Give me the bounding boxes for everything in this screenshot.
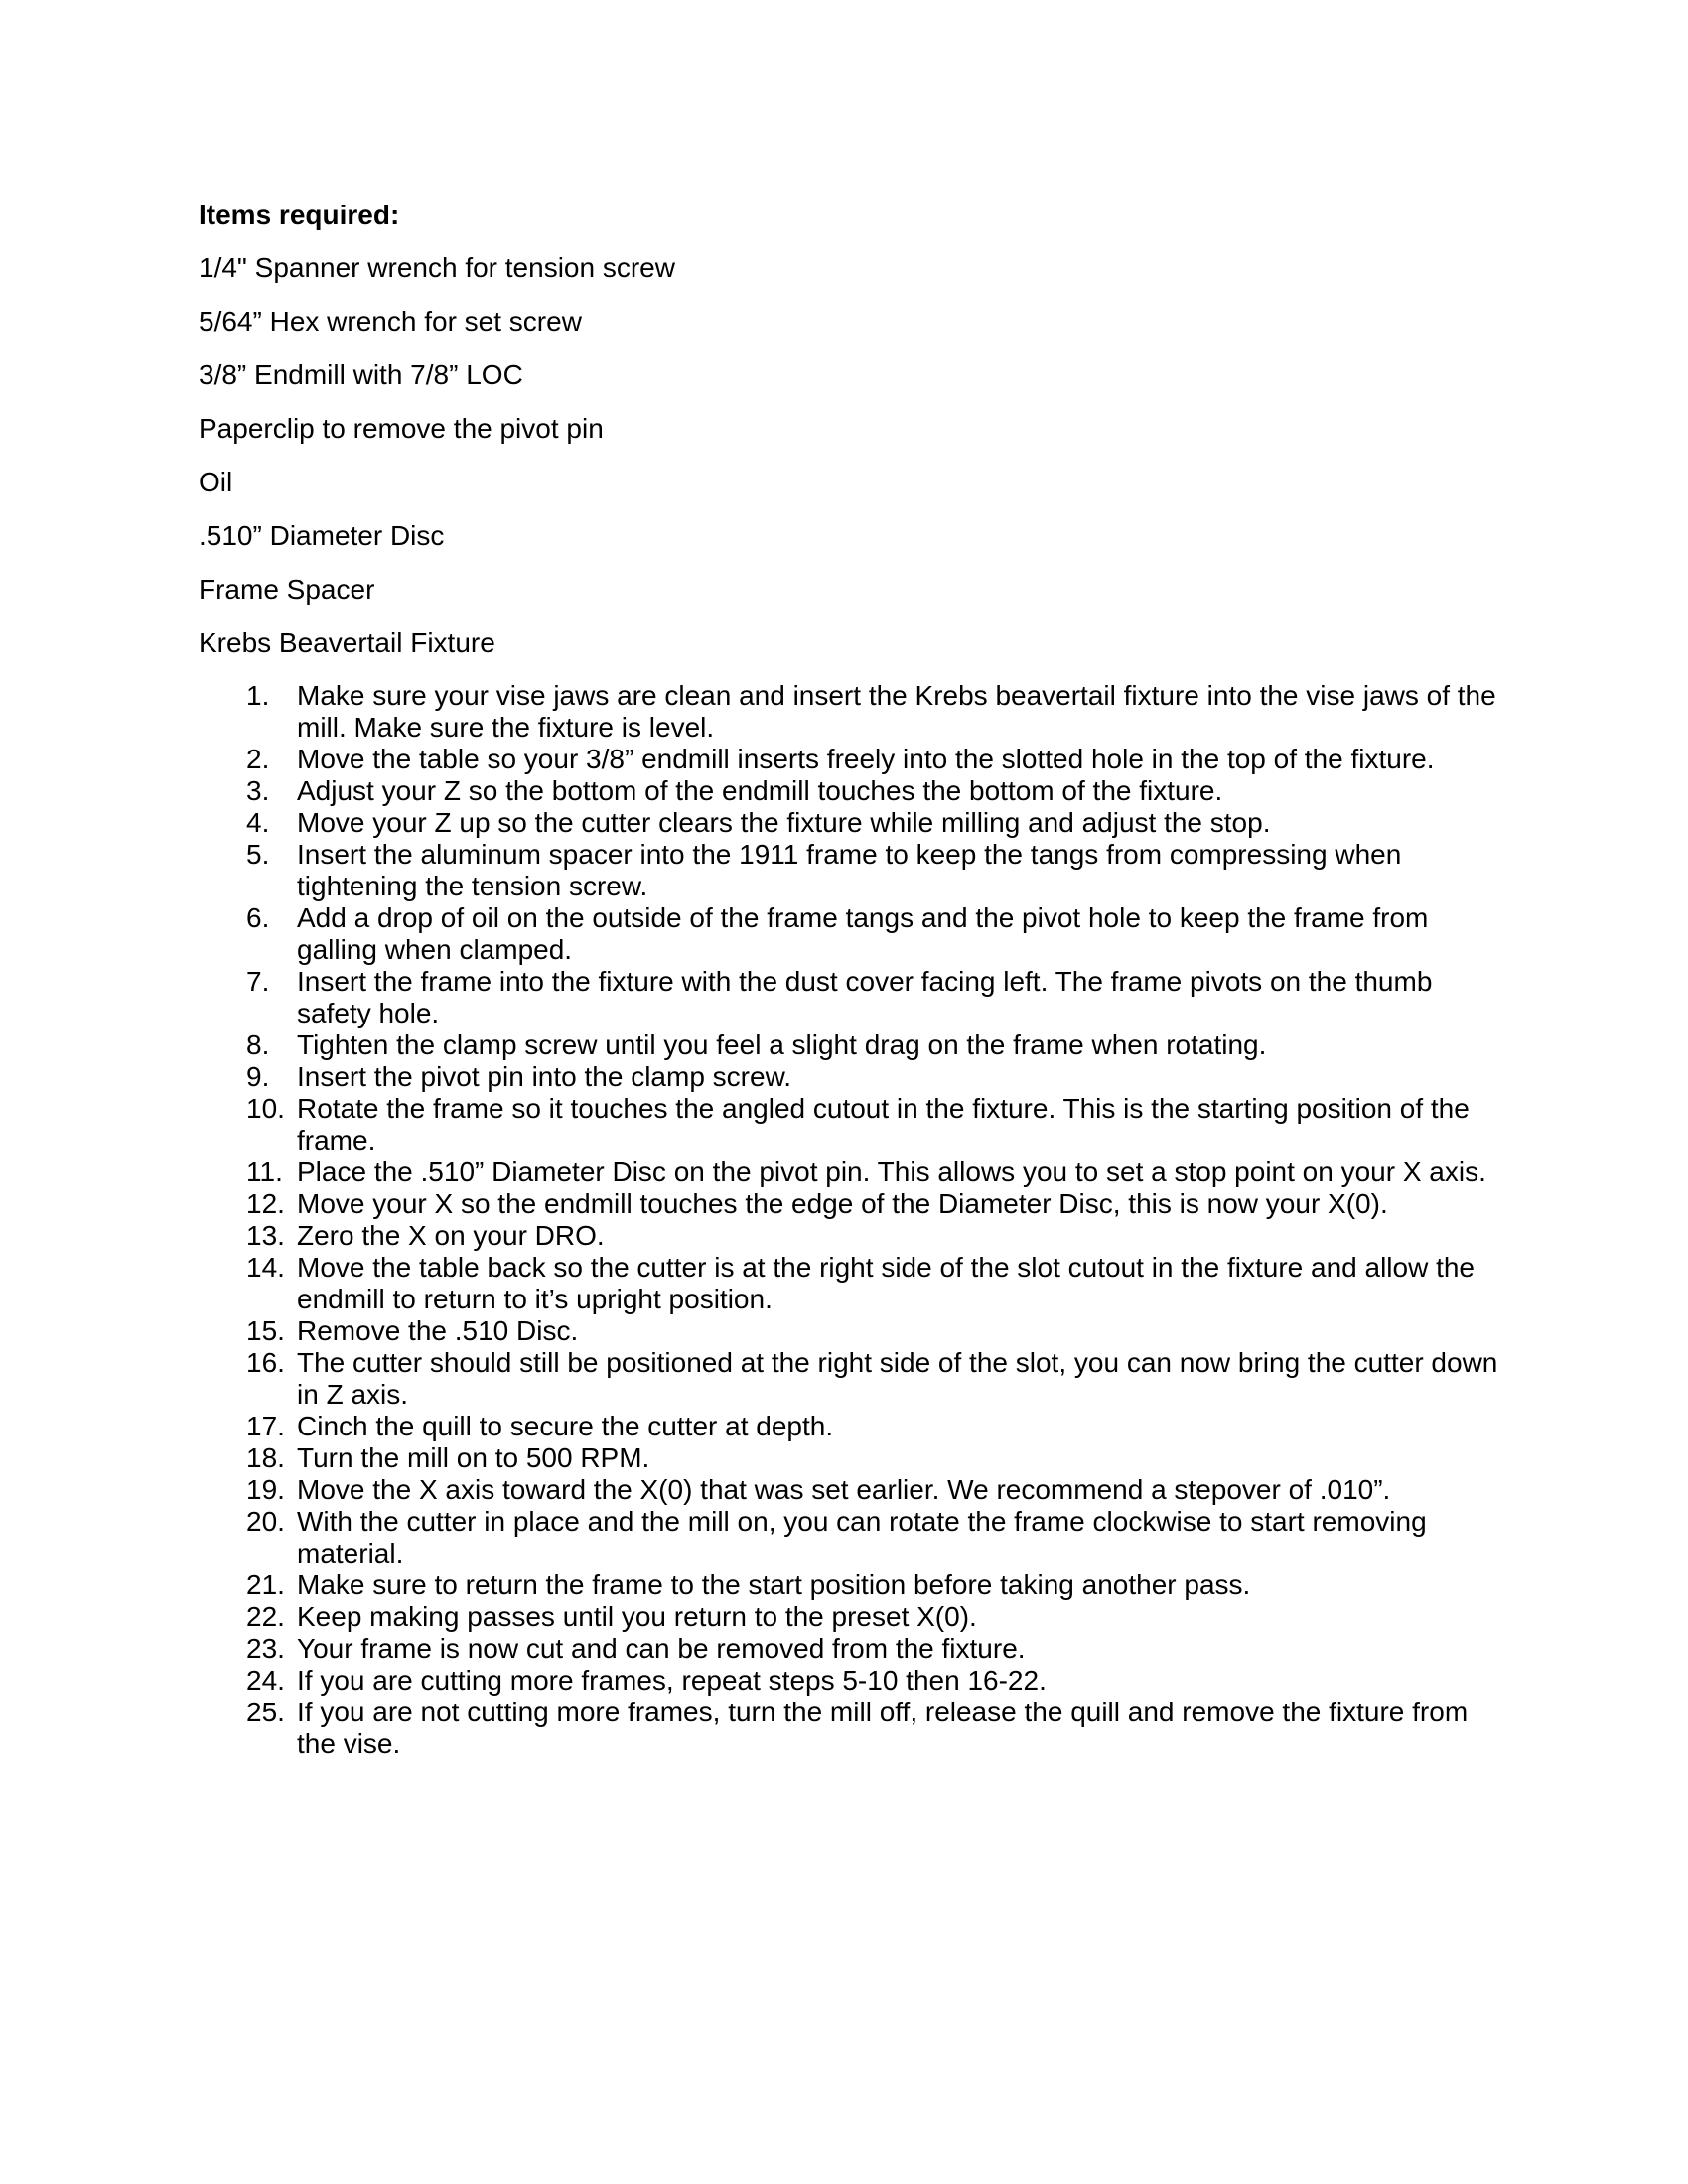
step-number: 9. [246, 1061, 270, 1092]
step-text: Move the table back so the cutter is at the right side of the slot cutout in the fixture and allow the endmill to return to it’s upright position. [297, 1252, 1476, 1314]
step-item [199, 1061, 1499, 1093]
required-item: Paperclip to remove the pivot pin [199, 413, 604, 444]
step-text: Insert the frame into the fixture with the dust cover facing left. The frame pivots on the thumb safety hole. [297, 966, 1433, 1028]
step-number: 5. [246, 839, 270, 870]
step-text: Turn the mill on to 500 RPM. [297, 1442, 650, 1473]
step-number: 6. [246, 902, 270, 933]
step-text: Keep making passes until you return to the preset X(0). [297, 1601, 977, 1632]
step-number: 14. [246, 1252, 285, 1283]
step-number: 2. [246, 744, 270, 774]
step-number: 17. [246, 1411, 285, 1441]
step-item [199, 902, 1499, 966]
step-item [199, 1442, 1499, 1474]
step-item [199, 1252, 1499, 1315]
step-text: Rotate the frame so it touches the angled cutout in the fixture. This is the starting position of the frame. [297, 1093, 1470, 1156]
step-text: If you are not cutting more frames, turn the mill off, release the quill and remove the fixture from the vise. [297, 1697, 1469, 1759]
step-text: Zero the X on your DRO. [297, 1220, 605, 1251]
step-item [199, 1506, 1499, 1570]
step-item [199, 966, 1499, 1029]
step-item [199, 1188, 1499, 1220]
step-number: 25. [246, 1697, 285, 1727]
required-item: 5/64” Hex wrench for set screw [199, 306, 582, 337]
step-text: Make sure your vise jaws are clean and insert the Krebs beavertail fixture into the vise jaws of the mill. Make sure the fixture is level. [297, 680, 1496, 743]
step-number: 20. [246, 1506, 285, 1537]
step-item [199, 1315, 1499, 1347]
step-text: With the cutter in place and the mill on, you can rotate the frame clockwise to start removing material. [297, 1506, 1427, 1569]
required-item: 3/8” Endmill with 7/8” LOC [199, 359, 523, 390]
step-number: 12. [246, 1188, 285, 1219]
step-number: 7. [246, 966, 270, 997]
step-number: 8. [246, 1029, 270, 1060]
step-number: 3. [246, 775, 270, 806]
procedure-steps [199, 680, 1499, 1760]
step-item [199, 807, 1499, 839]
step-text: Make sure to return the frame to the start position before taking another pass. [297, 1570, 1251, 1600]
step-item [199, 1029, 1499, 1061]
items-required-list [199, 251, 675, 680]
step-item [199, 1157, 1499, 1188]
step-text: Cinch the quill to secure the cutter at depth. [297, 1411, 834, 1441]
step-item [199, 1665, 1499, 1697]
step-text: Remove the .510 Disc. [297, 1315, 579, 1346]
step-item [199, 1570, 1499, 1601]
step-text: Tighten the clamp screw until you feel a slight drag on the frame when rotating. [297, 1029, 1267, 1060]
step-item [199, 1474, 1499, 1506]
step-text: The cutter should still be positioned at the right side of the slot, you can now bring the cutter down in Z axis. [297, 1347, 1498, 1410]
items-required-heading: Items required: [199, 200, 400, 230]
required-item: Frame Spacer [199, 574, 375, 605]
step-item [199, 1697, 1499, 1760]
step-number: 11. [246, 1157, 283, 1187]
step-number: 19. [246, 1474, 285, 1505]
step-number: 15. [246, 1315, 285, 1346]
step-number: 21. [246, 1570, 285, 1600]
step-text: Add a drop of oil on the outside of the frame tangs and the pivot hole to keep the frame from galling when clamped. [297, 902, 1429, 965]
step-number: 23. [246, 1633, 285, 1664]
step-item [199, 680, 1499, 744]
required-item: 1/4" Spanner wrench for tension screw [199, 252, 675, 283]
step-item [199, 1601, 1499, 1633]
step-item [199, 744, 1499, 775]
required-item: Oil [199, 467, 233, 497]
step-text: Move your Z up so the cutter clears the fixture while milling and adjust the stop. [297, 807, 1271, 838]
step-item [199, 1633, 1499, 1665]
step-text: Move your X so the endmill touches the edge of the Diameter Disc, this is now your X(0). [297, 1188, 1388, 1219]
step-number: 24. [246, 1665, 285, 1696]
step-text: Move the X axis toward the X(0) that was set earlier. We recommend a stepover of .010”. [297, 1474, 1391, 1505]
step-text: Insert the pivot pin into the clamp screw. [297, 1061, 792, 1092]
step-text: If you are cutting more frames, repeat steps 5-10 then 16-22. [297, 1665, 1047, 1696]
step-item [199, 775, 1499, 807]
step-number: 18. [246, 1442, 285, 1473]
step-number: 10. [246, 1093, 285, 1124]
step-number: 22. [246, 1601, 285, 1632]
step-item [199, 1411, 1499, 1442]
step-number: 16. [246, 1347, 285, 1378]
step-item [199, 1093, 1499, 1157]
step-number: 1. [246, 680, 270, 711]
step-number: 13. [246, 1220, 285, 1251]
step-number: 4. [246, 807, 270, 838]
required-item: .510” Diameter Disc [199, 520, 445, 551]
step-text: Insert the aluminum spacer into the 1911 frame to keep the tangs from compressing when tightening the tension screw. [297, 839, 1402, 901]
step-text: Adjust your Z so the bottom of the endmill touches the bottom of the fixture. [297, 775, 1223, 806]
step-text: Your frame is now cut and can be removed from the fixture. [297, 1633, 1026, 1664]
required-item: Krebs Beavertail Fixture [199, 627, 495, 658]
step-item [199, 1220, 1499, 1252]
step-text: Move the table so your 3/8” endmill inserts freely into the slotted hole in the top of the fixture. [297, 744, 1435, 774]
step-text: Place the .510” Diameter Disc on the pivot pin. This allows you to set a stop point on your X axis. [297, 1157, 1486, 1187]
step-item [199, 839, 1499, 902]
step-item [199, 1347, 1499, 1411]
